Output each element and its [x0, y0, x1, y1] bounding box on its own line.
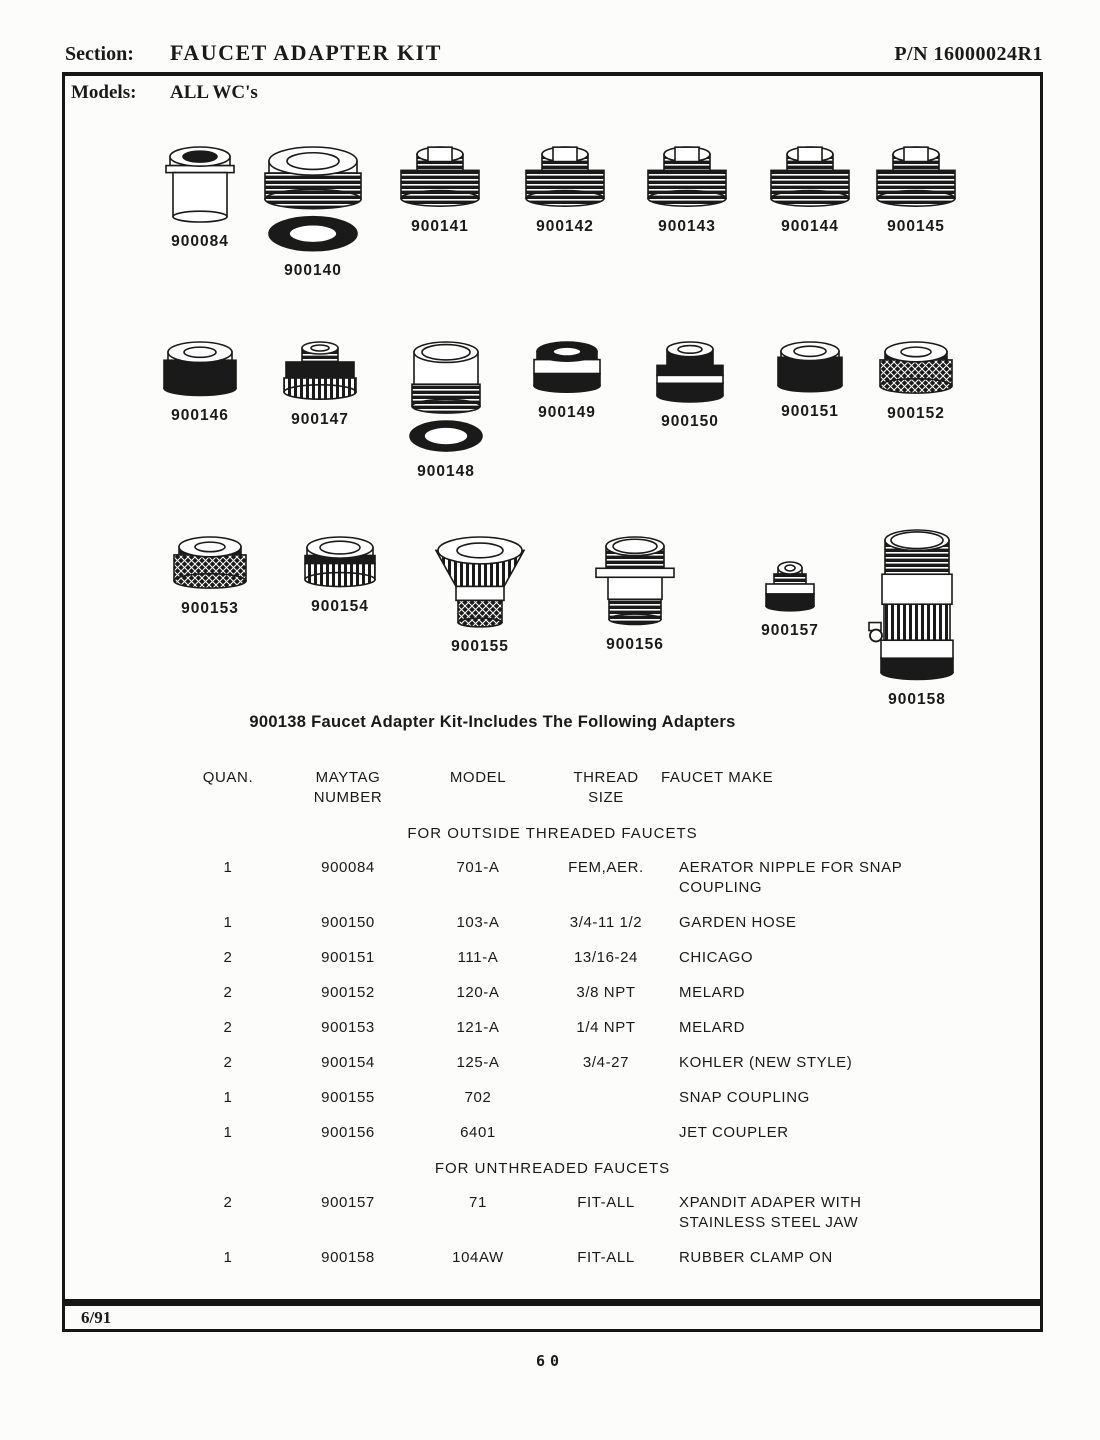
hose-nipple-icon: [150, 146, 250, 225]
part-figure: [585, 536, 685, 654]
parts-diagram: [65, 76, 1040, 766]
part-figure: [760, 341, 860, 421]
knurled-nut-icon: [866, 341, 966, 397]
table-row: [65, 858, 1040, 898]
content-frame: [62, 72, 1043, 1302]
table-cell-number: 900084: [321, 859, 375, 876]
table-cell-quan: 1: [223, 859, 233, 876]
male-adapter-icon: [390, 146, 490, 210]
part-label: 900157: [761, 622, 819, 639]
part-label: 900152: [887, 405, 945, 422]
part-label: 900153: [181, 600, 239, 617]
footer-strip: [62, 1302, 1043, 1332]
table-cell-model: 702: [464, 1089, 492, 1106]
table-cell-quan: 1: [223, 914, 233, 931]
table-cell-quan: 2: [223, 1054, 233, 1071]
part-figure: [866, 146, 966, 236]
table-cell-model: 120-A: [456, 984, 500, 1001]
part-figure: [637, 146, 737, 236]
table-cell-quan: 1: [223, 1089, 233, 1106]
section-label: Section:: [65, 43, 134, 65]
table-cell-thread: FIT-ALL: [577, 1194, 635, 1211]
part-figure: [640, 341, 740, 431]
table-cell-number: 900157: [321, 1194, 375, 1211]
part-figure: [760, 146, 860, 236]
part-figure: [263, 146, 363, 280]
page-number: 60: [535, 1352, 565, 1370]
part-label: 900140: [284, 262, 342, 279]
column-header: [291, 768, 405, 808]
banded-nut-icon: [290, 536, 390, 590]
column-header-line1: FAUCET MAKE: [661, 769, 774, 786]
table-cell-make: RUBBER CLAMP ON: [679, 1249, 833, 1266]
part-label: 900150: [661, 413, 719, 430]
table-cell-quan: 1: [223, 1249, 233, 1266]
part-label: 900149: [538, 404, 596, 421]
table-cell-number: 900158: [321, 1249, 375, 1266]
models-label: Models:: [71, 82, 137, 103]
models-value: ALL WC's: [170, 82, 258, 103]
table-cell-thread: 1/4 NPT: [576, 1019, 636, 1036]
table-cell-make: CHICAGO: [679, 949, 754, 966]
table-cell-make: MELARD: [679, 1019, 746, 1036]
document-header: [65, 40, 1043, 66]
table-cell-model: 121-A: [456, 1019, 500, 1036]
part-label: 900145: [887, 218, 945, 235]
clamp-on-adapter-icon: [867, 529, 967, 683]
part-label: 900142: [536, 218, 594, 235]
part-figure: [430, 536, 530, 656]
parts-table: [65, 766, 1040, 1283]
table-cell-make: XPANDIT ADAPER WITH STAINLESS STEEL JAW: [679, 1194, 862, 1231]
part-figure: [396, 341, 496, 481]
part-figure: [390, 146, 490, 236]
column-header-line1: MODEL: [449, 769, 507, 786]
column-header: [551, 768, 661, 808]
dark-top-adapter-icon: [517, 341, 617, 396]
table-cell-thread: 3/4-11 1/2: [569, 914, 643, 931]
table-row: [65, 983, 1040, 1003]
column-header-line2: SIZE: [588, 789, 624, 806]
part-label: 900151: [781, 403, 839, 420]
table-cell-quan: 2: [223, 1194, 233, 1211]
table-cell-model: 104AW: [452, 1249, 504, 1266]
table-row: [65, 1088, 1040, 1108]
column-header-line1: MAYTAG: [315, 769, 381, 786]
part-label: 900147: [291, 411, 349, 428]
column-header: [165, 768, 291, 788]
table-cell-model: 6401: [460, 1124, 496, 1141]
part-label: 900148: [417, 463, 475, 480]
part-figure: [517, 341, 617, 422]
table-cell-make: SNAP COUPLING: [679, 1089, 810, 1106]
table-row: [65, 1193, 1040, 1233]
part-figure: [160, 536, 260, 618]
table-cell-quan: 2: [223, 984, 233, 1001]
male-adapter-icon: [760, 146, 860, 210]
table-cell-make: GARDEN HOSE: [679, 914, 797, 931]
column-header: [405, 768, 551, 788]
table-section-title: FOR OUTSIDE THREADED FAUCETS: [407, 825, 698, 842]
table-cell-number: 900153: [321, 1019, 375, 1036]
table-cell-number: 900156: [321, 1124, 375, 1141]
table-cell-make: KOHLER (NEW STYLE): [679, 1054, 853, 1071]
table-cell-quan: 2: [223, 1019, 233, 1036]
part-label: 900146: [171, 407, 229, 424]
part-number: P/N 16000024R1: [894, 43, 1043, 65]
part-figure: [150, 146, 250, 251]
table-cell-model: 103-A: [456, 914, 500, 931]
column-header-line1: THREAD: [573, 769, 639, 786]
table-cell-model: 71: [469, 1194, 487, 1211]
aerator-adapter-washer-icon: [263, 146, 363, 254]
table-cell-quan: 1: [223, 1124, 233, 1141]
part-figure: [150, 341, 250, 425]
part-label: 900141: [411, 218, 469, 235]
table-cell-number: 900154: [321, 1054, 375, 1071]
column-header-line2: NUMBER: [313, 789, 383, 806]
table-cell-number: 900151: [321, 949, 375, 966]
part-figure: [866, 341, 966, 423]
part-label: 900144: [781, 218, 839, 235]
table-cell-model: 701-A: [456, 859, 500, 876]
table-cell-thread: FIT-ALL: [577, 1249, 635, 1266]
funnel-coupling-icon: [430, 536, 530, 630]
part-figure: [867, 529, 967, 709]
table-cell-make: JET COUPLER: [679, 1124, 789, 1141]
part-label: 900156: [606, 636, 664, 653]
stepped-adapter-icon: [640, 341, 740, 405]
revision-date: 6/91: [81, 1307, 112, 1327]
column-header: [661, 768, 926, 788]
male-adapter-icon: [515, 146, 615, 210]
table-row: [65, 948, 1040, 968]
part-label: 900084: [171, 233, 229, 250]
xpandit-adapter-icon: [740, 529, 840, 614]
table-row: [65, 913, 1040, 933]
table-cell-thread: FEM,AER.: [568, 859, 644, 876]
knurled-male-adapter-icon: [270, 341, 370, 403]
part-label: 900154: [311, 598, 369, 615]
tall-adapter-washer-icon: [396, 341, 496, 455]
table-cell-thread: 13/16-24: [573, 949, 639, 966]
female-adapter-icon: [150, 341, 250, 399]
part-label: 900143: [658, 218, 716, 235]
column-header-line1: QUAN.: [202, 769, 254, 786]
part-label: 900155: [451, 638, 509, 655]
kit-caption: 900138 Faucet Adapter Kit-Includes The Following Adapters: [249, 713, 736, 731]
jet-coupler-icon: [585, 536, 685, 628]
table-section-title: FOR UNTHREADED FAUCETS: [434, 1160, 671, 1177]
male-adapter-icon: [866, 146, 966, 210]
part-label: 900158: [888, 691, 946, 708]
dark-body-adapter-icon: [760, 341, 860, 395]
table-cell-number: 900155: [321, 1089, 375, 1106]
table-cell-model: 125-A: [456, 1054, 500, 1071]
table-cell-make: MELARD: [679, 984, 746, 1001]
table-header-row: [65, 768, 1040, 808]
table-cell-number: 900150: [321, 914, 375, 931]
table-cell-model: 111-A: [457, 949, 499, 966]
part-figure: [290, 536, 390, 616]
part-figure: [740, 529, 840, 640]
male-adapter-icon: [637, 146, 737, 210]
table-cell-thread: 3/4-27: [582, 1054, 630, 1071]
section-title: FAUCET ADAPTER KIT: [170, 40, 442, 65]
table-cell-thread: 3/8 NPT: [576, 984, 636, 1001]
table-row: [65, 1053, 1040, 1073]
part-figure: [515, 146, 615, 236]
table-row: [65, 1123, 1040, 1143]
table-row: [65, 1018, 1040, 1038]
table-cell-quan: 2: [223, 949, 233, 966]
part-figure: [270, 341, 370, 429]
table-row: [65, 1248, 1040, 1268]
table-cell-make: AERATOR NIPPLE FOR SNAP COUPLING: [679, 859, 903, 896]
knurled-nut-icon: [160, 536, 260, 592]
table-cell-number: 900152: [321, 984, 375, 1001]
